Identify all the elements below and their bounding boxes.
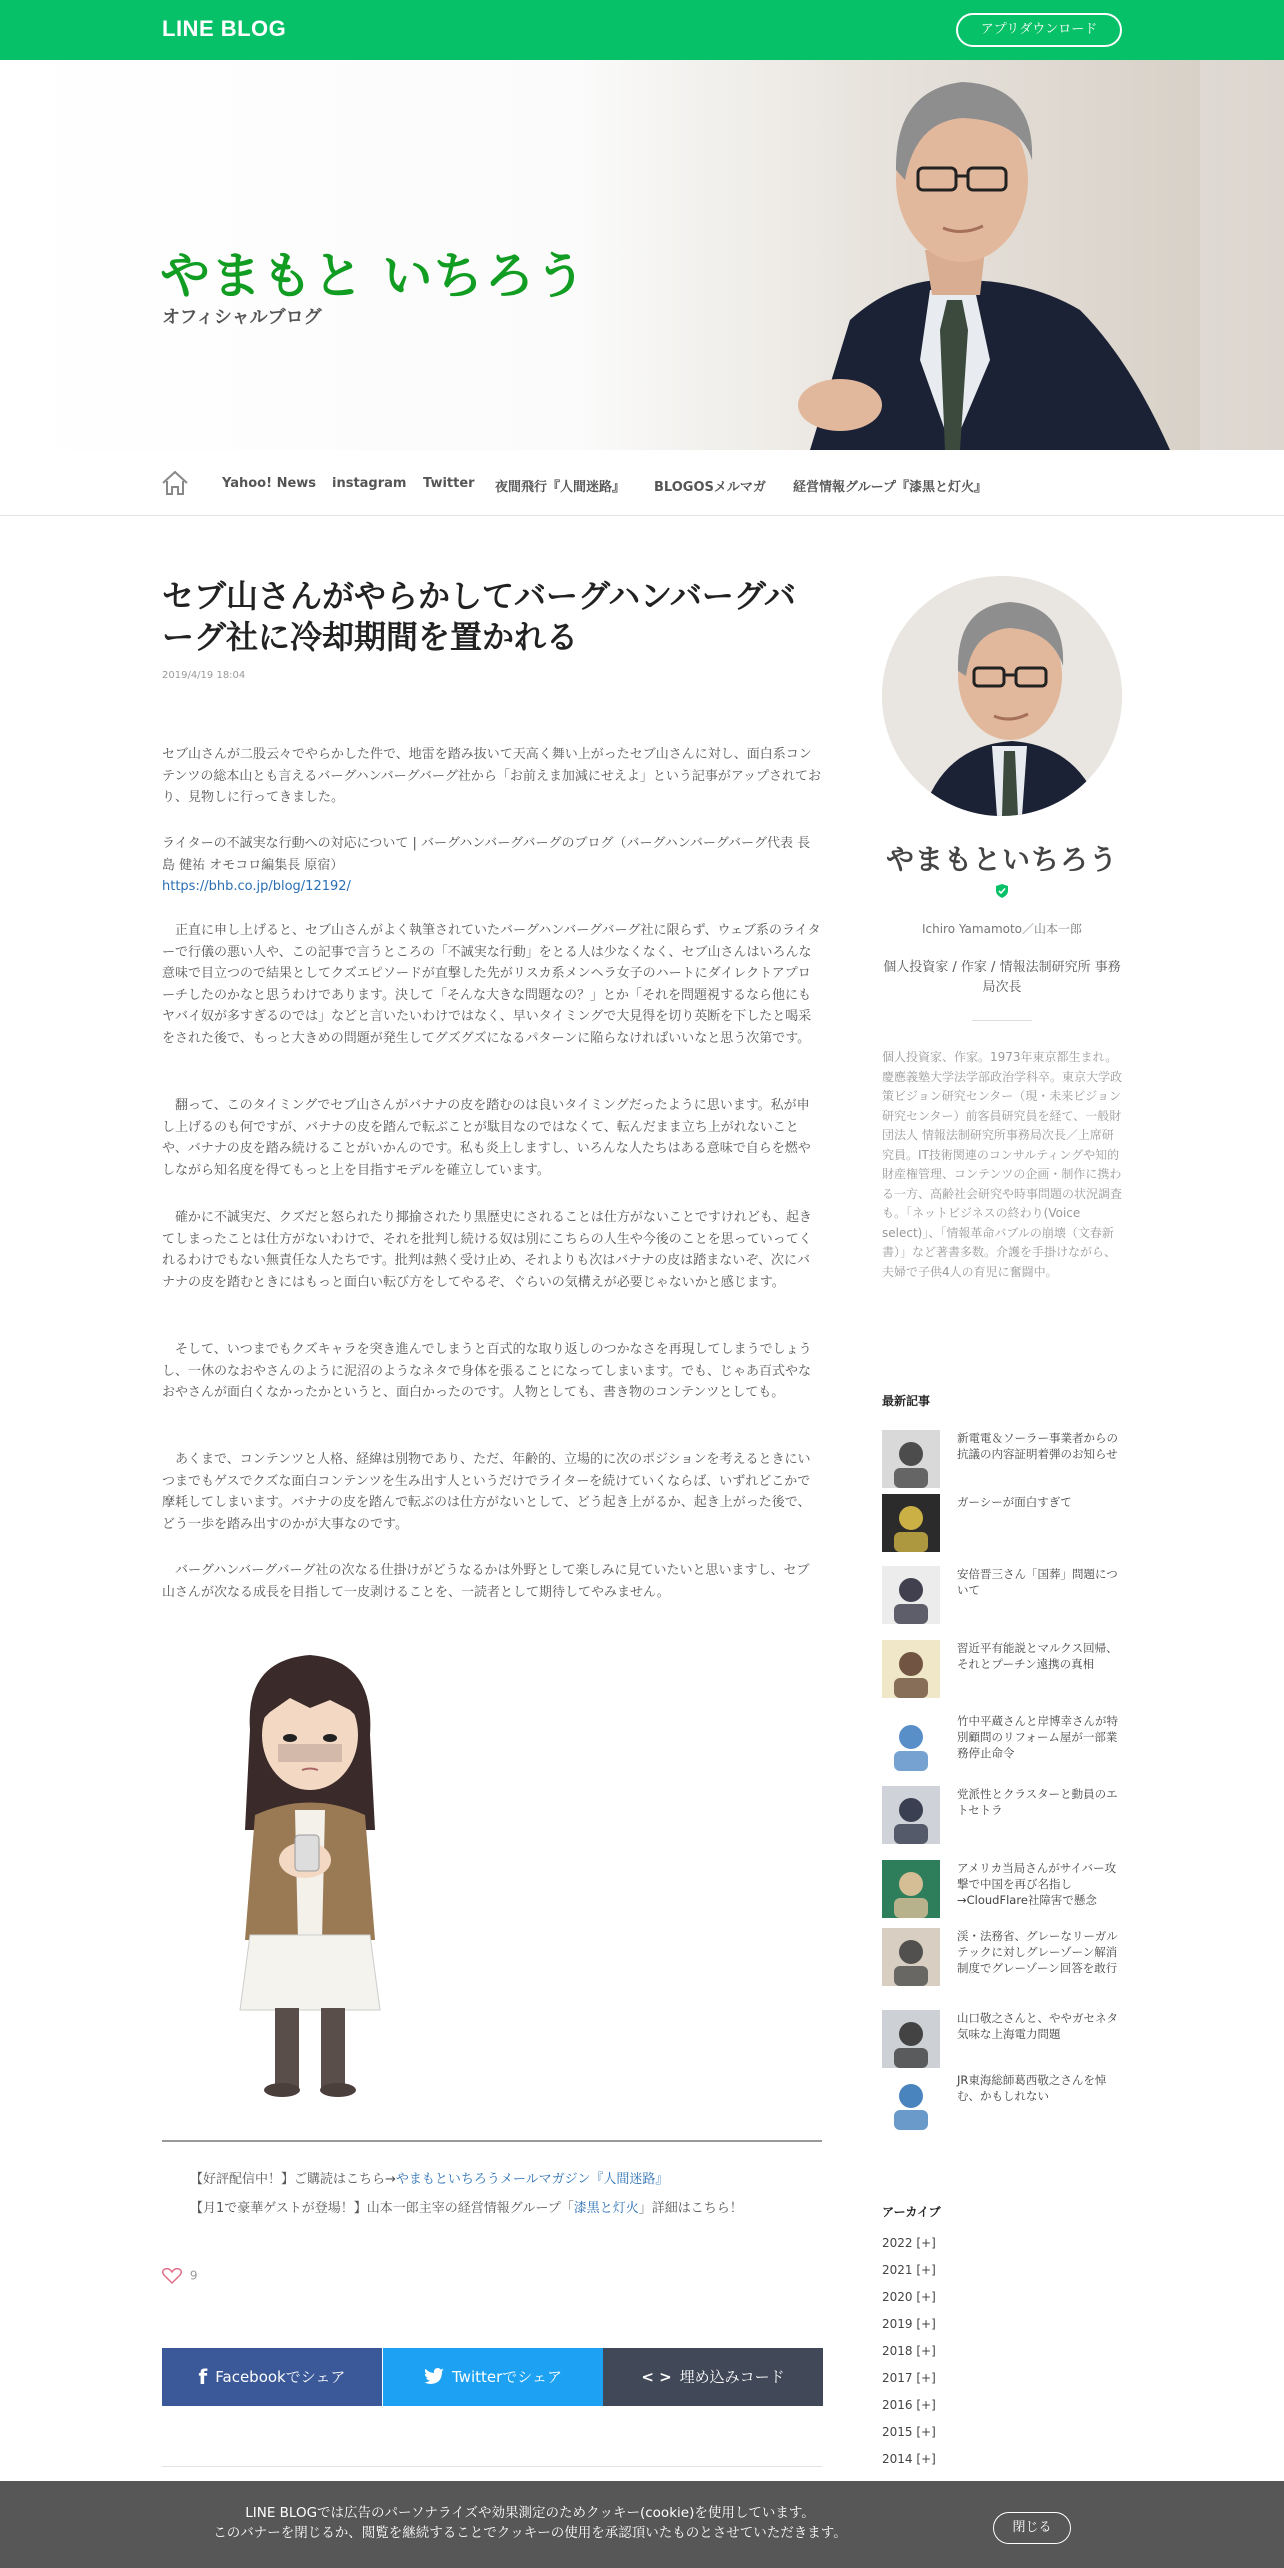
recent-post-thumbnail[interactable] — [882, 2010, 940, 2068]
nav-item-blogos[interactable]: BLOGOSメルマガ — [654, 480, 766, 495]
recent-post-title[interactable]: 渓・法務省、グレーなリーガルテックに対しグレーゾーン解消制度でグレーゾーン回答を敢行 — [957, 1929, 1118, 1975]
recent-post-title[interactable]: 安倍晋三さん「国葬」問題について — [957, 1567, 1118, 1597]
verified-badge-icon — [995, 884, 1009, 898]
article-title[interactable]: セブ山さんがやらかしてバーグハンバーグバーグ社に冷却期間を置かれる — [162, 577, 796, 656]
recent-post-item[interactable] — [882, 1640, 1122, 1700]
article-paragraph: 正直に申し上げると、セブ山さんがよく執筆されていたバーグハンバーグバーグ社に限らず、ウェブ系のライターで行儀の悪い人や、この記事で言うところの「不誠実な行動」をとる人は少なくなく、セブ山さんはいろんな意味で目立つので結果としてクズエピソードが直撃した先がリスカ系メンヘラ女子のハートにダイレクトアプローチしたのかなと思うわけであります。決して「そんな大きな問題なの？」とか「それを問題視するなら他にもヤバイ奴が多すぎるのでは」などと言いたいわけではなく、早いタイミングで大見得を切り英断を下したと喝采をされた後で、もっと大きめの問題が発生してグズグズになるパターンに陥らなければいいなと思う次第です。 — [162, 923, 821, 1046]
article-illustration[interactable] — [210, 1640, 410, 2100]
cookie-message-line1: LINE BLOGでは広告のパーソナライズや効果測定のためクッキー(cookie)を使用しています。 — [245, 2505, 815, 2521]
recent-post-title[interactable]: ガーシーが面白すぎて — [957, 1495, 1072, 1509]
recent-post-item[interactable] — [882, 1494, 1122, 1554]
blog-header — [0, 60, 1284, 450]
recent-post-title[interactable]: 竹中平蔵さんと岸博幸さんが特別顧問のリフォーム屋が一部業務停止命令 — [957, 1714, 1118, 1760]
archive-year-link[interactable]: 2017 [+] — [882, 2371, 936, 2385]
nav-item-instagram[interactable]: instagram — [332, 476, 407, 491]
blog-nav — [0, 450, 1284, 516]
like-count: 9 — [189, 2268, 198, 2283]
embed-code-button[interactable] — [603, 2348, 823, 2406]
article-paragraph: 確かに不誠実だ、クズだと怒られたり揶揄されたり黒歴史にされることは仕方がないことですけれども、起きてしまったことは仕方がないわけで、それを批判し続ける奴は別にこちらの人生や今後のことを思っていってくれるわけでもない無責任な人たちです。批判は熱く受け止め、それよりも次はバナナの皮は踏まないぞ、次にバナナの皮を踏むときにはもっと面白い転び方をしてやるぞ、ぐらいの気構えが必要じゃないかと感じます。 — [162, 1210, 812, 1290]
archive-year-link[interactable]: 2018 [+] — [882, 2344, 936, 2358]
recent-posts-heading: 最新記事 — [882, 1394, 931, 1408]
profile-romanized-name: Ichiro Yamamoto／山本一郎 — [921, 922, 1083, 936]
article-date: 2019/4/19 18:04 — [162, 670, 246, 681]
recent-post-title[interactable]: 山口敬之さんと、ややガセネタ気味な上海電力問題 — [957, 2011, 1118, 2041]
archive-year-link[interactable]: 2014 [+] — [882, 2452, 936, 2466]
twitter-share-button[interactable] — [383, 2348, 603, 2406]
nav-item-shikkoku[interactable]: 経営情報グループ『漆黒と灯火』 — [793, 480, 987, 495]
recent-post-title[interactable]: アメリカ当局さんがサイバー攻撃で中国を再び名指し→CloudFlare社障害で懸念 — [957, 1861, 1117, 1907]
article-divider — [162, 2140, 822, 2142]
archive-year-link[interactable]: 2015 [+] — [882, 2425, 936, 2439]
shikkoku-link[interactable]: 漆黒と灯火 — [573, 2201, 639, 2216]
profile-avatar[interactable] — [882, 576, 1122, 816]
recent-post-item[interactable] — [882, 1713, 1122, 1773]
recent-post-item[interactable] — [882, 1786, 1122, 1846]
header-portrait-photo — [700, 60, 1200, 450]
mailmag-promo — [190, 2168, 668, 2187]
group-promo-text: 【月1で豪華ゲストが登場！】山本一郎主宰の経営情報グループ「 — [190, 2201, 574, 2216]
nav-item-twitter[interactable]: Twitter — [423, 476, 475, 491]
facebook-share-label: Facebookでシェア — [215, 2368, 346, 2386]
facebook-share-button[interactable] — [162, 2348, 382, 2406]
recent-post-thumbnail[interactable] — [882, 1860, 940, 1918]
line-blog-logo[interactable]: LINE BLOG — [162, 16, 287, 41]
top-bar — [0, 0, 1284, 60]
archive-year-link[interactable]: 2021 [+] — [882, 2263, 936, 2277]
recent-post-item[interactable] — [882, 2010, 1122, 2070]
blog-title[interactable]: やまもと いちろう — [160, 247, 587, 305]
mailmag-link[interactable]: やまもといちろうメールマガジン『人間迷路』 — [395, 2172, 669, 2187]
article-paragraph: バーグハンバーグバーグ社の次なる仕掛けがどうなるかは外野として楽しみに見ていたいと思いますし、セブ山さんが次なる成長を目指して一皮剥けることを、一読者として期待してやみません。 — [162, 1563, 810, 1600]
profile-title: 個人投資家 / 作家 / 情報法制研究所 事務局次長 — [883, 960, 1121, 995]
blog-subtitle: オフィシャルブログ — [162, 307, 322, 328]
recent-post-item[interactable] — [882, 1430, 1122, 1490]
group-promo-tail: 」詳細はこちら！ — [638, 2201, 743, 2216]
recent-post-thumbnail[interactable] — [882, 1566, 940, 1624]
group-promo — [190, 2197, 743, 2216]
article-paragraph — [162, 833, 822, 898]
archive-year-link[interactable]: 2016 [+] — [882, 2398, 936, 2412]
cookie-message — [150, 2503, 910, 2543]
recent-post-title[interactable]: 習近平有能説とマルクス回帰、それとプーチン遠携の真相 — [957, 1641, 1118, 1671]
article-source-link[interactable]: https://bhb.co.jp/blog/12192/ — [162, 879, 351, 894]
heart-icon — [162, 2268, 182, 2284]
profile-separator — [972, 1020, 1032, 1021]
recent-post-title[interactable]: 新電電＆ソーラー事業者からの抗議の内容証明着弾のお知らせ — [957, 1431, 1118, 1461]
recent-post-thumbnail[interactable] — [882, 2072, 940, 2130]
article-bottom-divider — [162, 2466, 822, 2467]
recent-post-item[interactable] — [882, 2072, 1122, 2132]
archive-year-link[interactable]: 2022 [+] — [882, 2236, 936, 2250]
profile-bio: 個人投資家、作家。1973年東京都生まれ。慶應義塾大学法学部政治学科卒。東京大学政策ビジョン研究センター（現・未来ビジョン研究センター）前客員研究員を経て、一般財団法人 情報法制研究所事務局次長／上席研究員。IT技術関連のコンサルティングや知的財産権管理、コンテンツの企画・制作に携わる一方、高齢社会研究や時事問題の状況調査も。「ネットビジネスの終わり(Voice select)」、「情報革命バブルの崩壊（文春新書）」など著書多数。介護を手掛けながら、夫婦で子供4人の育児に奮闘中。 — [882, 1050, 1123, 1279]
recent-post-thumbnail[interactable] — [882, 1640, 940, 1698]
embed-code-label: 埋め込みコード — [679, 2368, 785, 2386]
archive-year-link[interactable]: 2019 [+] — [882, 2317, 936, 2331]
cookie-message-line2: このバナーを閉じるか、閲覧を継続することでクッキーの使用を承認頂いたものとさせていただきます。 — [213, 2525, 847, 2541]
recent-post-title[interactable]: 党派性とクラスターと動員のエトセトラ — [957, 1787, 1118, 1817]
cookie-banner — [0, 2481, 1284, 2568]
like-button[interactable] — [162, 2268, 197, 2284]
twitter-share-label: Twitterでシェア — [452, 2368, 562, 2386]
article-quote-source: ライターの不誠実な行動への対応について | バーグハンバーグバーグのブログ（バーグハンバーグバーグ代表 長島 健祐 オモコロ編集長 原宿） — [162, 836, 811, 873]
article-paragraph: そして、いつまでもクズキャラを突き進んでしまうと百式的な取り返しのつかなさを再現してしまうでしょうし、一休のなおやさんのように泥沼のようなネタで身体を張ることになってしまいます。でも、じゃあ百式やなおやさんが面白くなかったかというと、面白かったのです。人物としても、書き物のコンテンツとしても。 — [162, 1342, 812, 1400]
recent-post-thumbnail[interactable] — [882, 1928, 940, 1986]
article-paragraph: 翻って、このタイミングでセブ山さんがバナナの皮を踏むのは良いタイミングだったように思います。私が申し上げるのも何ですが、バナナの皮を踏んで転ぶことが駄目なのではなくて、転んだまま立ち上がれないことや、バナナの皮を踏み続けることがいかんのです。私も炎上しますし、いろんな人たちはある意味で自らを燃やしながら知名度を得てもっと上を目指すモデルを確立しています。 — [162, 1098, 811, 1178]
mailmag-promo-text: 【好評配信中！】ご購読はこちら→ — [190, 2172, 396, 2187]
cookie-close-button[interactable]: 閉じる — [993, 2512, 1071, 2544]
recent-post-item[interactable] — [882, 1860, 1122, 1920]
code-icon: < > — [641, 2368, 672, 2386]
recent-post-thumbnail[interactable] — [882, 1713, 940, 1771]
archive-heading: アーカイブ — [882, 2205, 941, 2219]
recent-post-item[interactable] — [882, 1928, 1122, 1988]
recent-post-title[interactable]: JR東海総師葛西敬之さんを悼む、かもしれない — [957, 2073, 1107, 2103]
recent-post-thumbnail[interactable] — [882, 1786, 940, 1844]
recent-post-thumbnail[interactable] — [882, 1494, 940, 1552]
nav-item-yahoo-news[interactable]: Yahoo! News — [222, 476, 317, 491]
article-paragraph: あくまで、コンテンツと人格、経緯は別物であり、ただ、年齢的、立場的に次のポジションを考えるときにいつまでもゲスでクズな面白コンテンツを生み出す人というだけでライターを続けていくならば、いずれどこかで摩耗してしまいます。バナナの皮を踏んで転ぶのは仕方がないとして、どう起き上がるか、起き上がった後で、どう一歩を踏み出すのかが大事なのです。 — [162, 1452, 811, 1532]
nav-item-yakan-hiko[interactable]: 夜間飛行『人間迷路』 — [495, 480, 626, 495]
facebook-icon: f — [198, 2365, 208, 2389]
recent-post-item[interactable] — [882, 1566, 1122, 1626]
article-paragraph: セブ山さんが二股云々でやらかした件で、地雷を踏み抜いて天高く舞い上がったセブ山さんに対し、面白系コンテンツの総本山とも言えるバーグハンバーグバーグ社から「お前えま加減にせえよ」という記事がアップされており、見物しに行ってきました。 — [162, 747, 821, 805]
home-icon[interactable] — [160, 468, 190, 498]
recent-post-thumbnail[interactable] — [882, 1430, 940, 1488]
archive-year-link[interactable]: 2020 [+] — [882, 2290, 936, 2304]
twitter-icon — [424, 2368, 444, 2384]
app-download-button[interactable]: アプリダウンロード — [956, 13, 1122, 47]
profile-name[interactable]: やまもといちろう — [885, 843, 1118, 876]
